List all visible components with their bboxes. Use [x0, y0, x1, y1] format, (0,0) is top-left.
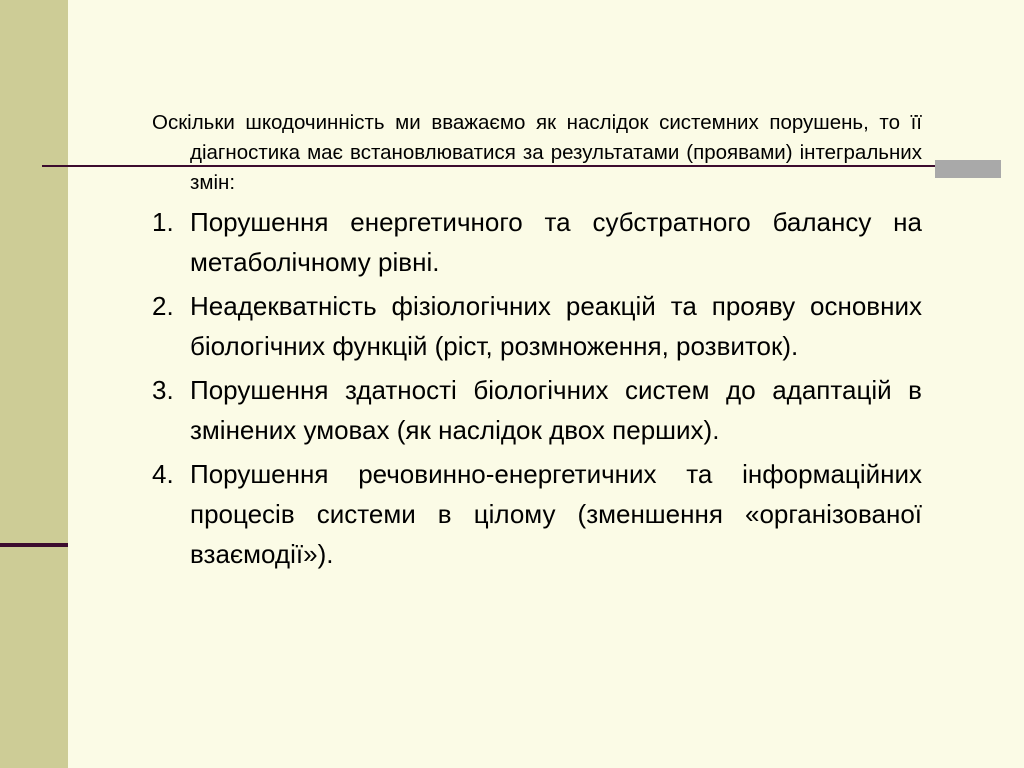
- integral-changes-list: [152, 202, 922, 574]
- left-decorative-band: [0, 0, 68, 768]
- list-item-number: 3.: [152, 375, 174, 405]
- decorative-gray-block: [935, 160, 1001, 178]
- list-item-text: Порушення енергетичного та субстратного балансу на метаболічному рівні.: [190, 207, 922, 277]
- slide-content: [152, 108, 922, 578]
- list-item-number: 1.: [152, 207, 174, 237]
- list-item-number: 4.: [152, 459, 174, 489]
- list-item-text: Порушення здатності біологічних систем до адаптацій в змінених умовах (як наслідок двох перших).: [190, 375, 922, 445]
- list-item: [152, 202, 922, 282]
- list-item: [152, 454, 922, 574]
- list-item-text: Порушення речовинно-енергетичних та інформаційних процесів системи в цілому (зменшення «організованої взаємодії»).: [190, 459, 922, 569]
- list-item: [152, 286, 922, 366]
- list-item: [152, 370, 922, 450]
- intro-paragraph: Оскільки шкодочинність ми вважаємо як наслідок системних порушень, то її діагностика має встановлюватися за результатами (проявами) інтегральних змін:: [152, 111, 922, 194]
- list-item-number: 2.: [152, 291, 174, 321]
- list-item-text: Неадекватність фізіологічних реакцій та прояву основних біологічних функцій (ріст, розмноження, розвиток).: [190, 291, 922, 361]
- left-accent-tick: [0, 543, 68, 547]
